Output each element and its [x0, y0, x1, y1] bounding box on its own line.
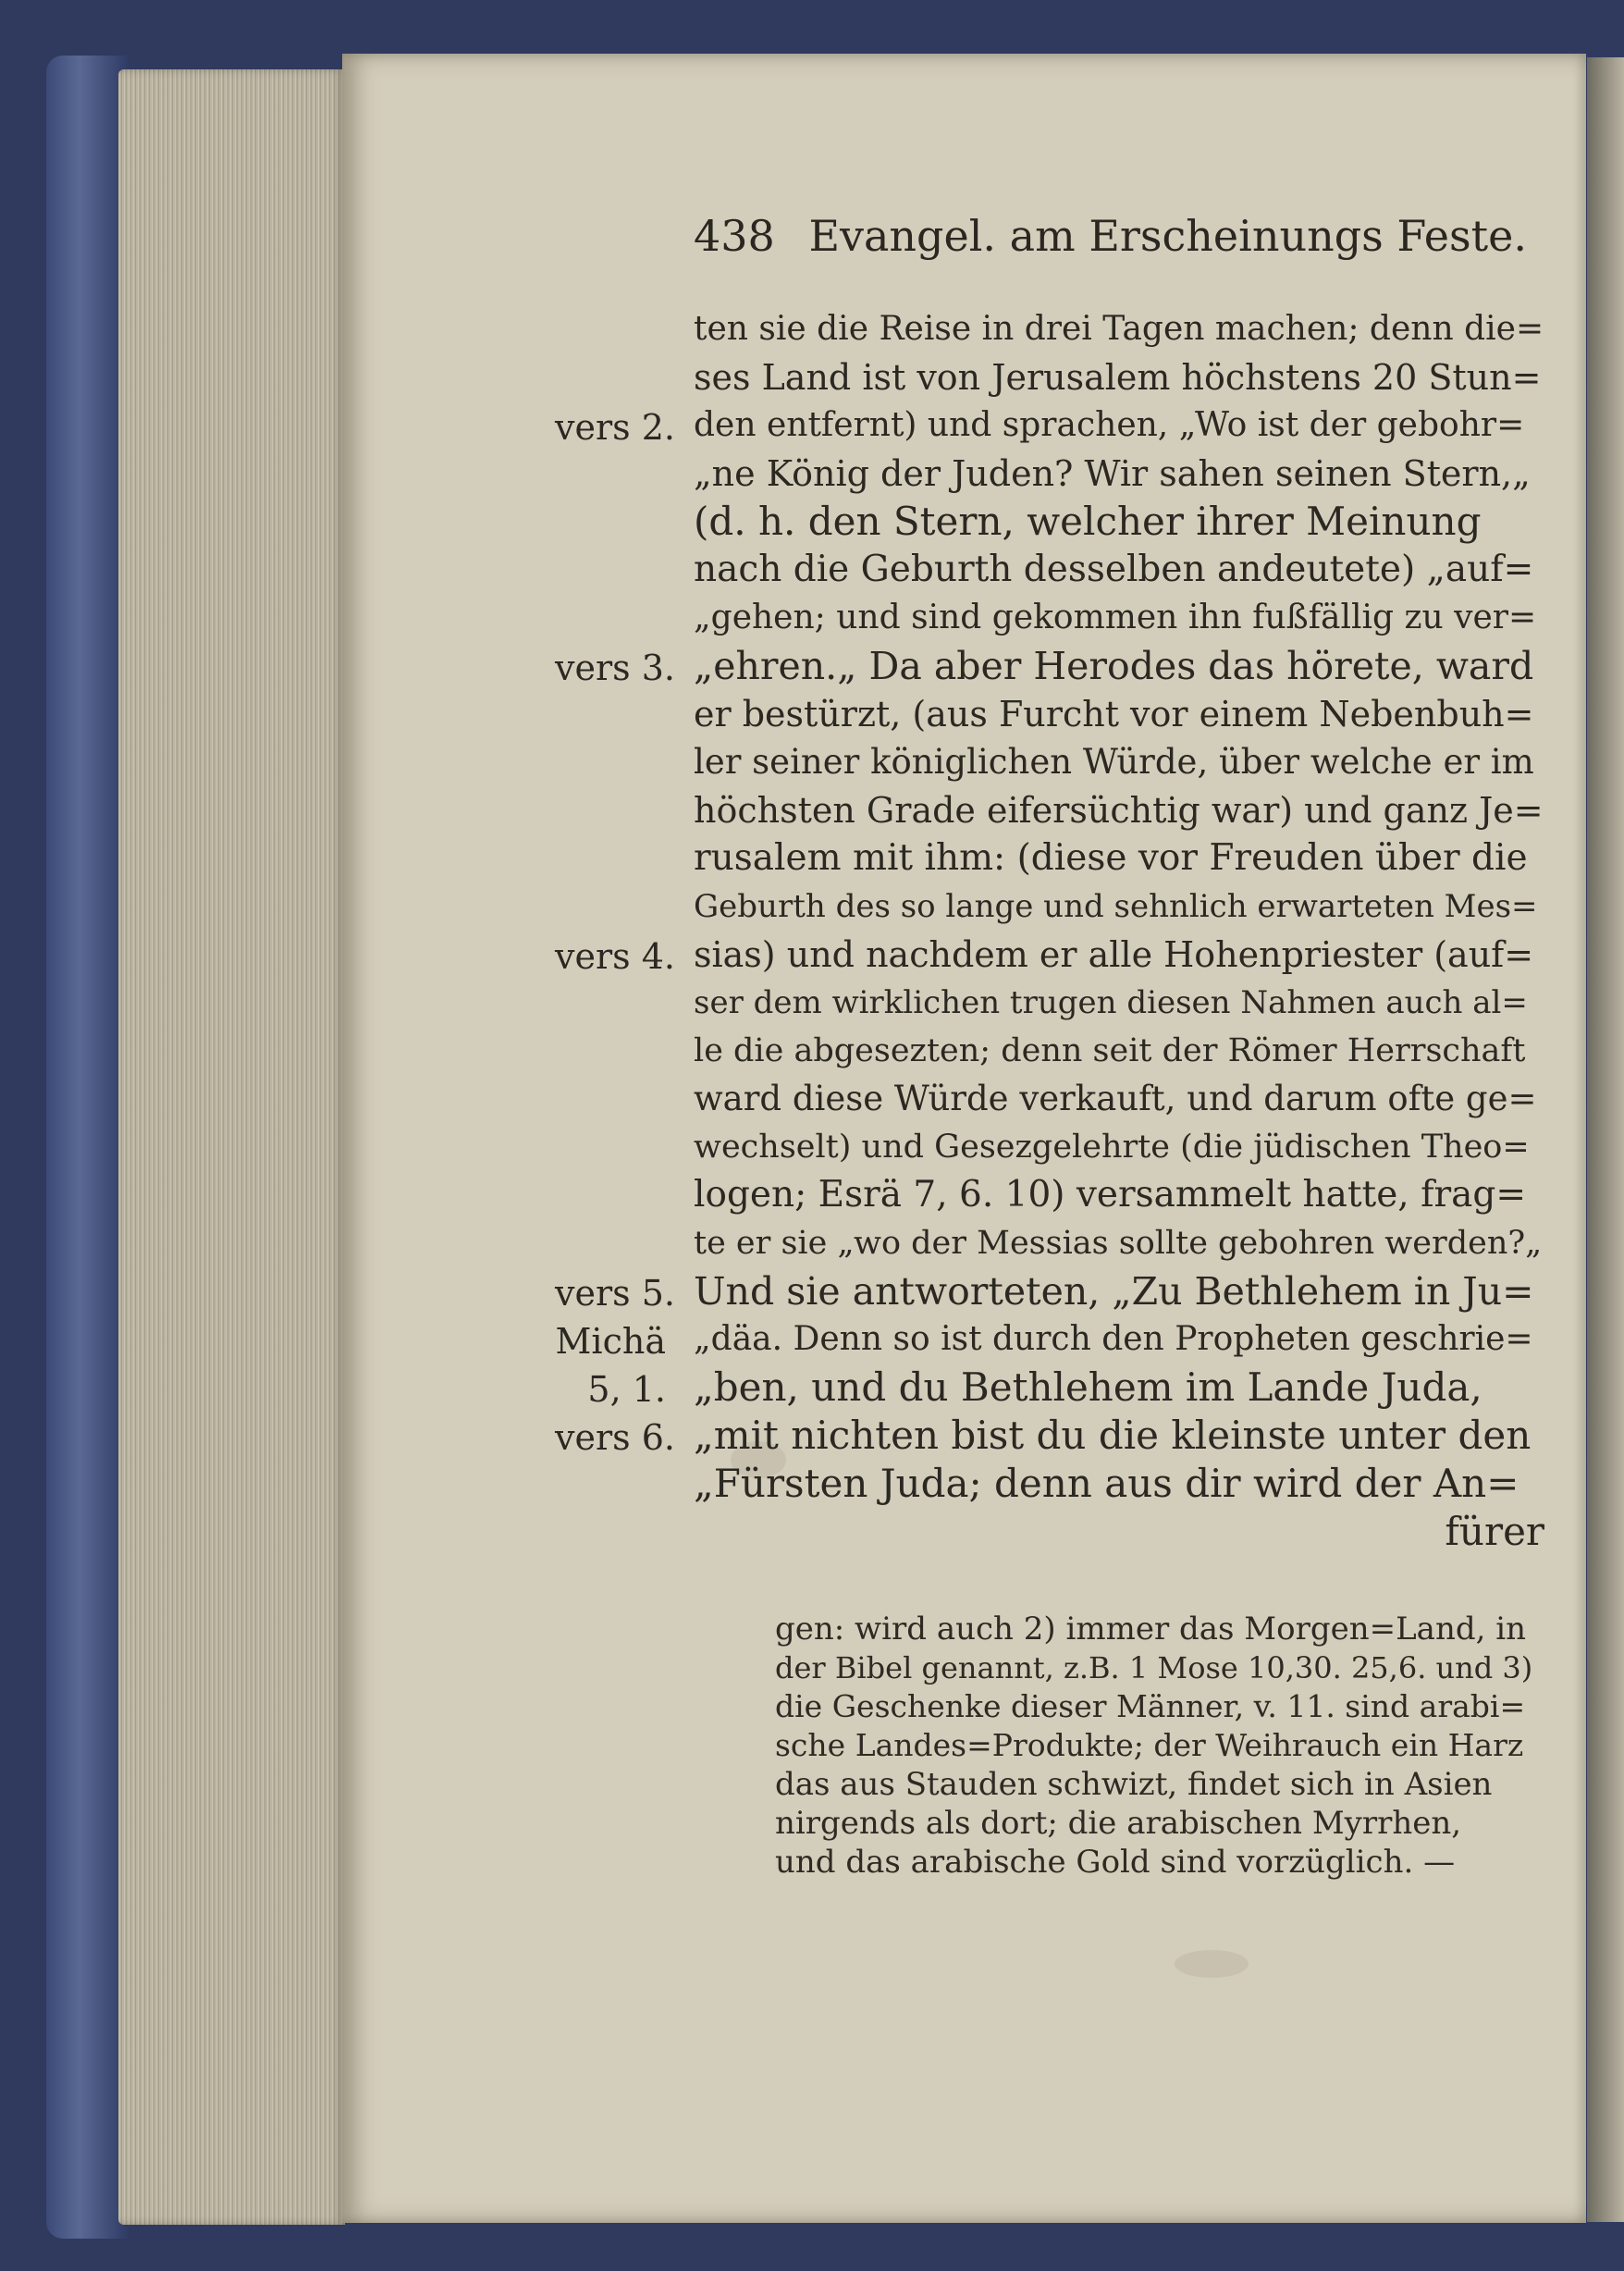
text-line: „gehen; und sind gekommen ihn fußfällig zu ver=: [694, 599, 1537, 636]
footnote-line: gen: wird auch 2) immer das Morgen=Land, in: [775, 1611, 1526, 1648]
book-spine: [46, 56, 129, 2239]
margin-verse-note: 5, 1.: [587, 1369, 666, 1410]
text-line: „Fürsten Juda; denn aus dir wird der An=: [694, 1461, 1519, 1506]
margin-verse-note: Michä: [555, 1321, 666, 1362]
text-line: „ne König der Juden? Wir sahen seinen Stern,„: [694, 453, 1531, 494]
margin-verse-note: vers 5.: [555, 1273, 675, 1314]
text-line: ses Land ist von Jerusalem höchstens 20 Stun=: [694, 357, 1542, 398]
footnote-line: und das arabische Gold sind vorzüglich. —: [775, 1844, 1456, 1881]
page-edges: [118, 69, 345, 2225]
footnote-line: der Bibel genannt, z.B. 1 Mose 10,30. 25,6. und 3): [775, 1650, 1533, 1685]
text-line: ser dem wirklichen trugen diesen Nahmen auch al=: [694, 984, 1528, 1021]
footnote-line: sche Landes=Produkte; der Weihrauch ein Harz: [775, 1727, 1524, 1763]
page-number: 438: [694, 211, 775, 261]
text-line: logen; Esrä 7, 6. 10) versammelt hatte, frag=: [694, 1174, 1527, 1216]
margin-verse-note: vers 2.: [555, 407, 675, 448]
text-line: le die abgesezten; denn seit der Römer Herrschaft: [694, 1032, 1526, 1069]
footnote-line: das aus Stauden schwizt, findet sich in Asien: [775, 1766, 1493, 1803]
margin-verse-note: vers 4.: [555, 936, 675, 977]
next-page-edge: [1587, 57, 1624, 2222]
text-line: ler seiner königlichen Würde, über welche er im: [694, 742, 1534, 782]
text-line: sias) und nachdem er alle Hohenpriester (auf=: [694, 934, 1534, 975]
footnote-line: nirgends als dort; die arabischen Myrrhen,: [775, 1805, 1462, 1842]
margin-verse-note: vers 6.: [555, 1417, 675, 1458]
running-header: [694, 211, 1527, 276]
text-line: wechselt) und Gesezgelehrte (die jüdischen Theo=: [694, 1129, 1530, 1166]
text-line: Geburth des so lange und sehnlich erwarteten Mes=: [694, 888, 1538, 925]
footnote-line: die Geschenke dieser Männer, v. 11. sind arabi=: [775, 1688, 1526, 1724]
text-line: te er sie „wo der Messias sollte gebohren werden?„: [694, 1225, 1543, 1262]
margin-verse-note: vers 3.: [555, 648, 675, 688]
text-line: nach die Geburth desselben andeutete) „auf=: [694, 549, 1534, 590]
text-line: fürer: [1445, 1509, 1544, 1554]
text-line: rusalem mit ihm: (diese vor Freuden über die: [694, 837, 1528, 879]
running-title: Evangel. am Erscheinungs Feste.: [808, 211, 1527, 261]
text-line: (d. h. den Stern, welcher ihrer Meinung: [694, 499, 1482, 544]
paper-stain: [1175, 1950, 1249, 1978]
text-line: „mit nichten bist du die kleinste unter den: [694, 1413, 1532, 1458]
text-line: „ehren.„ Da aber Herodes das hörete, ward: [694, 644, 1534, 688]
text-line: Und sie antworteten, „Zu Bethlehem in Ju=: [694, 1269, 1534, 1314]
text-line: den entfernt) und sprachen, „Wo ist der gebohr=: [694, 406, 1525, 444]
text-line: ward diese Würde verkauft, und darum ofte ge=: [694, 1079, 1537, 1118]
text-line: höchsten Grade eifersüchtig war) und ganz Je=: [694, 790, 1544, 831]
text-line: „däa. Denn so ist durch den Propheten geschrie=: [694, 1320, 1533, 1358]
text-line: ten sie die Reise in drei Tagen machen; denn die=: [694, 310, 1544, 348]
text-line: „ben, und du Bethlehem im Lande Juda,: [694, 1364, 1483, 1410]
text-line: er bestürzt, (aus Furcht vor einem Nebenbuh=: [694, 694, 1534, 734]
